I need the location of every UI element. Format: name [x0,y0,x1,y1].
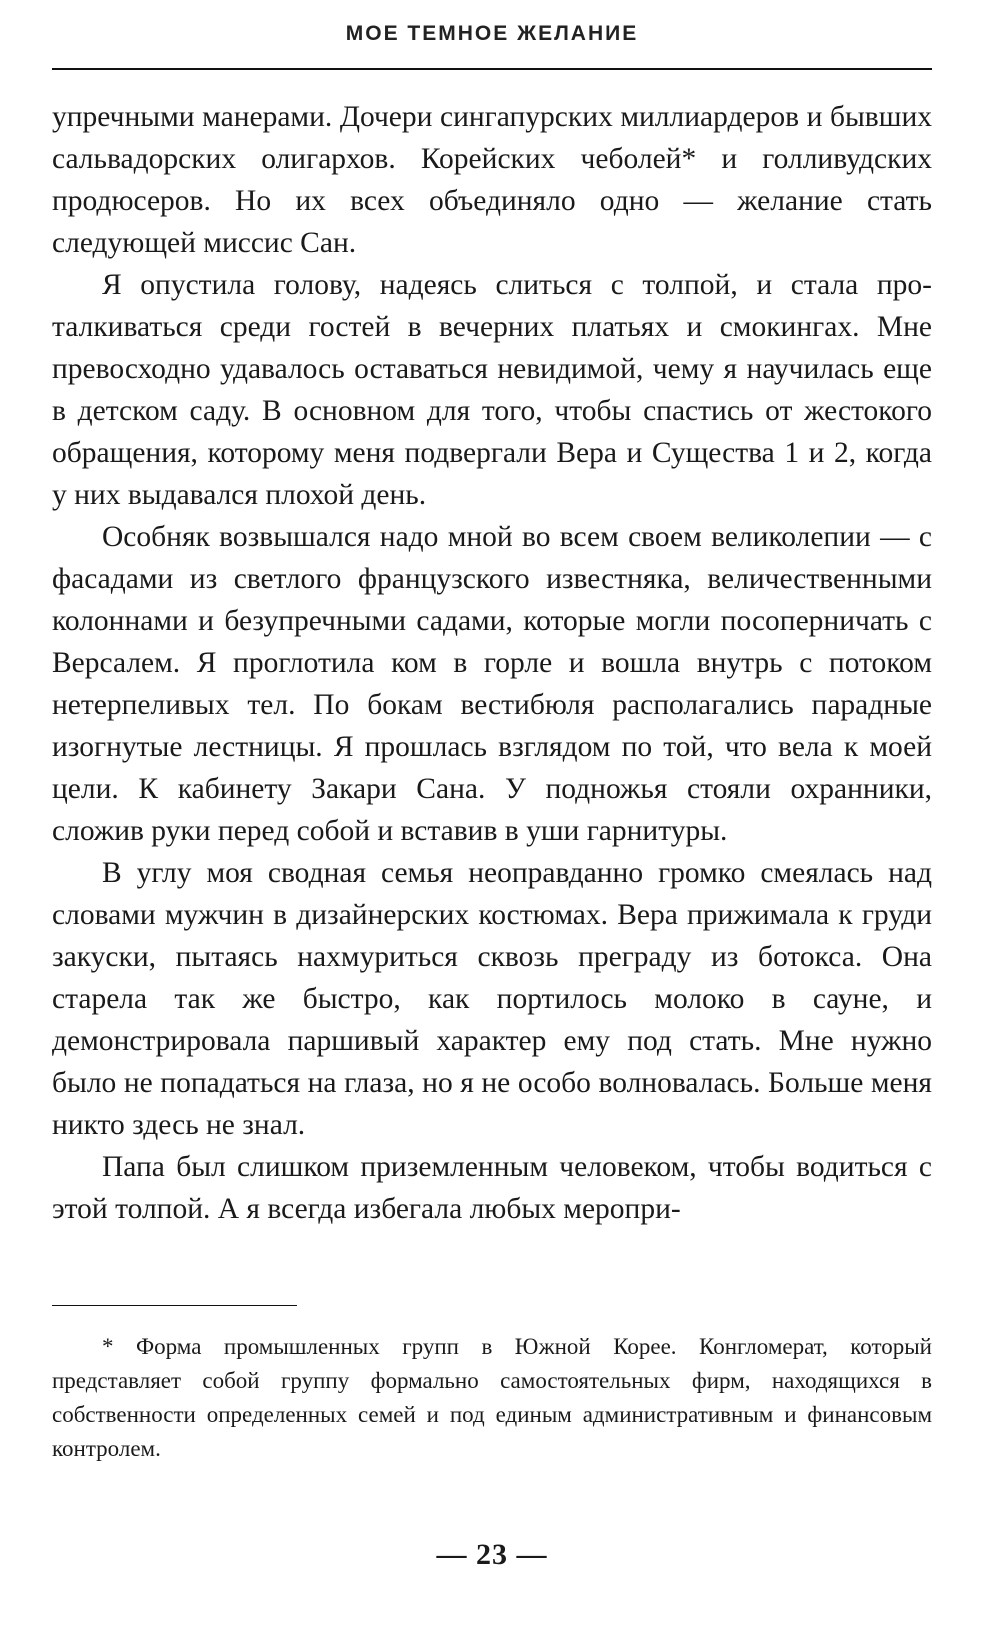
paragraph-continuation: упречными манерами. Дочери сингапурских миллиардеров и бывших сальвадорских олигархов. Корейских чеболей* и голливудских продюсеров. Но их всех объединяло одно — желание стать следующей миссис Сан. [52,101,932,259]
page-number: — 23 — [436,1538,548,1571]
paragraph: Папа был слишком приземленным человеком, чтобы водиться с этой толпой. А я всегда избегала любых меропри- [52,1151,932,1225]
footnote-rule [52,1305,297,1306]
footnote [52,1330,932,1466]
book-page [52,0,932,1645]
paragraph: Особняк возвышался надо мной во всем своем великолепии — с фасадами из светлого французского известняка, величественными колоннами и безупречными садами, которые могли посоперничать с Версалем. Я проглотила ком в горле и вошла внутрь с потоком нетерпеливых тел. По бокам вестибюля располагались парадные изогнутые лестницы. Я прошлась взглядом по той, что вела к моей цели. К кабинету Закари Сана. У подножья стояли охранники, сложив руки перед собой и вставив в уши гарнитуры. [52,521,932,847]
body-text [52,96,932,1230]
paragraph: Я опустила голову, надеясь слиться с толпой, и стала проталкиваться среди гостей в вечерних платьях и смокингах. Мне превосходно удавалось оставаться невидимой, чему я научилась еще в детском саду. В основном для того, чтобы спастись от жестокого обращения, которому меня подвергали Вера и Существа 1 и 2, когда у них выдавался плохой день. [52,269,932,511]
footnote-text: * Форма промышленных групп в Южной Корее. Конгломерат, который представляет собой группу формально самостоятельных фирм, находящихся в собственности определенных семей и под единым административным и финансовым контролем. [52,1334,932,1461]
header-rule [52,68,932,70]
running-head: МОЕ ТЕМНОЕ ЖЕЛАНИЕ [345,22,639,45]
paragraph: В углу моя сводная семья неоправданно громко смеялась над словами мужчин в дизайнерских костюмах. Вера прижимала к груди закуски, пытаясь нахмуриться сквозь преграду из ботокса. Она старела так же быстро, как портилось молоко в сауне, и демонстрировала паршивый характер ему под стать. Мне нужно было не попадаться на глаза, но я не особо волновалась. Больше меня никто здесь не знал. [52,857,932,1141]
